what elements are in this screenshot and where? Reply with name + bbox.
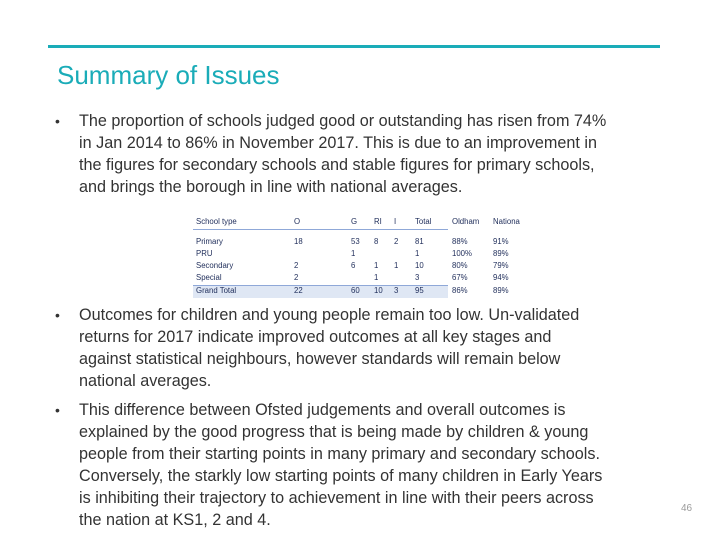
table-header-cell: Total: [415, 217, 432, 226]
table-cell: 18: [294, 237, 303, 246]
table-cell: 10: [415, 261, 424, 270]
table-cell: 1: [374, 261, 379, 270]
table-cell: 80%: [452, 261, 468, 270]
bullet-text: This difference between Ofsted judgements and overall outcomes is explained by the good progress that is being made by children & young people from their starting points in many primary and secondary schools. Conversely, the starkly low starting points of many children in Early Years is inhibiting their trajectory to achievement in line with their peers across the nation at KS1, 2 and 4.: [79, 401, 603, 529]
table-cell: 67%: [452, 273, 468, 282]
page-number: 46: [681, 503, 693, 514]
table-cell: 2: [394, 237, 399, 246]
table-cell: 2: [294, 273, 299, 282]
table-header-cell: Oldham: [452, 217, 480, 226]
table-cell: 53: [351, 237, 360, 246]
table-cell: 1: [394, 261, 399, 270]
table-row: [193, 236, 533, 248]
table-cell: 94%: [493, 273, 509, 282]
table-cell: 10: [374, 286, 383, 295]
table-cell: PRU: [196, 249, 213, 258]
table-cell: 100%: [452, 249, 472, 258]
bullet-marker: •: [55, 113, 60, 129]
table-cell: 1: [351, 249, 356, 258]
bullet-text: Outcomes for children and young people remain too low. Un-validated returns for 2017 indicate improved outcomes at all key stages and against statistical neighbours, however standards will remain below national averages.: [79, 306, 580, 390]
table-cell: 3: [415, 273, 420, 282]
table-cell: 2: [294, 261, 299, 270]
school-judgement-table: [193, 215, 533, 298]
title-rule: [48, 45, 660, 48]
bullet-marker: •: [55, 307, 60, 323]
table-cell: 81: [415, 237, 424, 246]
table-cell: 22: [294, 286, 303, 295]
table-cell: 6: [351, 261, 356, 270]
table-cell: 60: [351, 286, 360, 295]
bullet-text: The proportion of schools judged good or outstanding has risen from 74% in Jan 2014 to 86% in November 2017. This is due to an improvement in the figures for secondary schools and stable figures for primary schools, and brings the borough in line with national averages.: [79, 112, 607, 196]
table-total-row: [193, 285, 533, 297]
table-header-cell: G: [351, 217, 358, 226]
table-header-cell: RI: [374, 217, 382, 226]
slide-title: Summary of Issues: [57, 60, 280, 90]
table-cell: Grand Total: [196, 286, 237, 295]
table-header-cell: I: [394, 217, 397, 226]
table-cell: 86%: [452, 286, 468, 295]
table-cell: Secondary: [196, 261, 234, 270]
table-row: [193, 272, 533, 284]
table-header-row: [193, 215, 448, 230]
table-cell: Special: [196, 273, 222, 282]
bullet-item: [55, 399, 655, 531]
table-cell: 89%: [493, 286, 509, 295]
bullet-marker: •: [55, 402, 60, 418]
bullet-item: [55, 304, 655, 392]
table-cell: 79%: [493, 261, 509, 270]
table-row: [193, 260, 533, 272]
table-cell: 1: [415, 249, 420, 258]
table-cell: 88%: [452, 237, 468, 246]
table-header-cell: O: [294, 217, 301, 226]
table-row: [193, 248, 533, 260]
table-header-cell: School type: [196, 217, 237, 226]
table-header-cell: Nationa: [493, 217, 520, 226]
table-cell: 89%: [493, 249, 509, 258]
table-cell: 91%: [493, 237, 509, 246]
bullet-item: [55, 110, 655, 198]
table-cell: 95: [415, 286, 424, 295]
table-cell: 8: [374, 237, 379, 246]
table-cell: 1: [374, 273, 379, 282]
table-cell: Primary: [196, 237, 223, 246]
table-cell: 3: [394, 286, 399, 295]
